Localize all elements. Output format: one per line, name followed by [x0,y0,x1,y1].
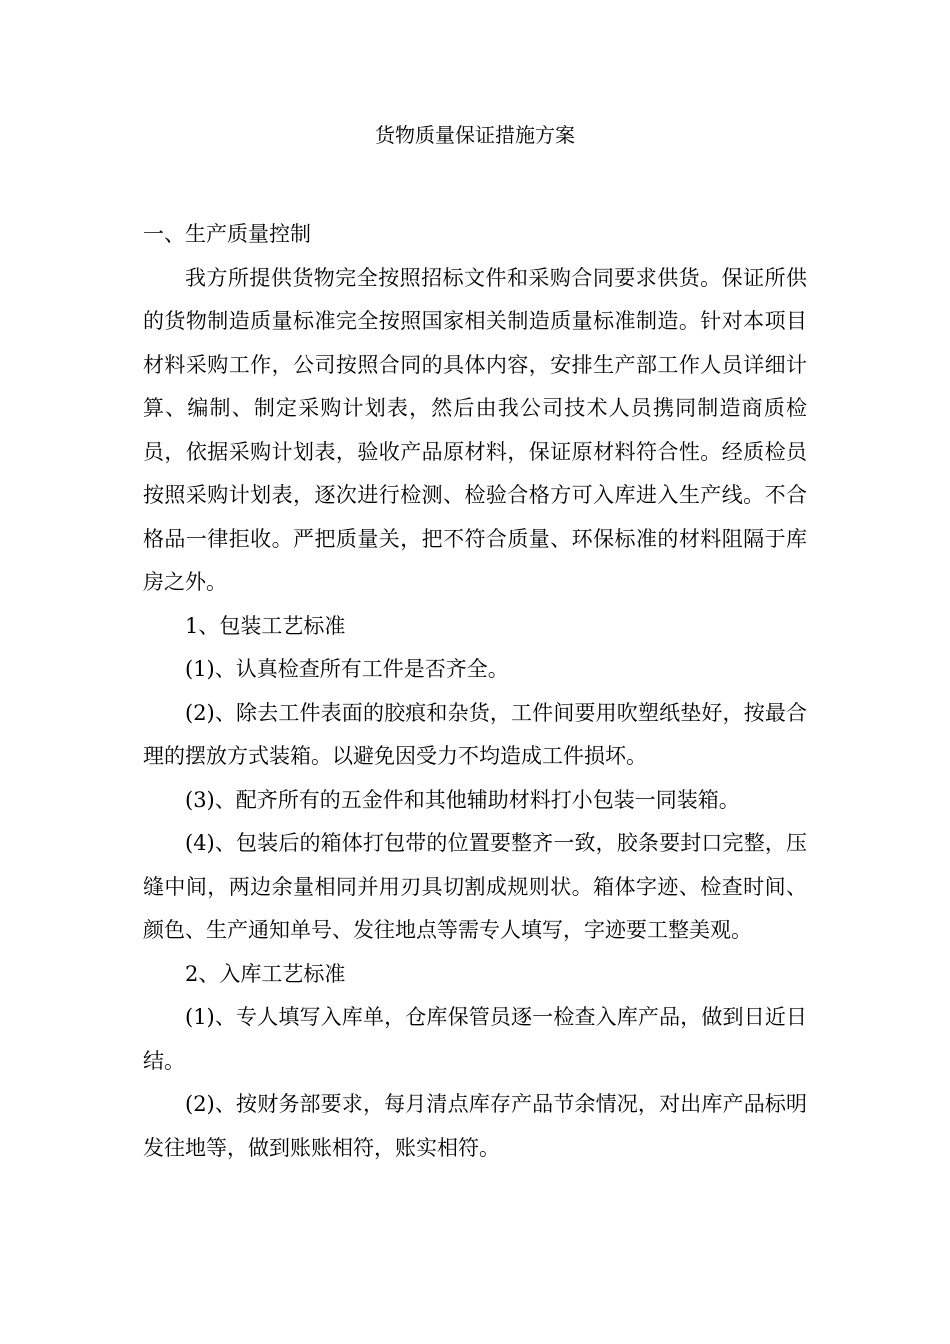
packaging-item-4: (4)、包装后的箱体打包带的位置要整齐一致，胶条要封口完整，压缝中间，两边余量相同并用刃具切割成规则状。箱体字迹、检查时间、颜色、生产通知单号、发往地点等需专人填写，字迹要工整美观。 [143,831,807,942]
document-body [143,213,807,1170]
packaging-item-3: (3)、配齐所有的五金件和其他辅助材料打小包装一同装箱。 [185,787,740,812]
section-heading-production-quality: 一、生产质量控制 [143,222,311,246]
document-title: 货物质量保证措施方案 [375,123,575,147]
subheading-warehousing-standard: 2、入库工艺标准 [185,961,346,986]
warehousing-item-1: (1)、专人填写入库单，仓库保管员逐一检查入库产品，做到日近日结。 [143,1005,807,1073]
packaging-item-2: (2)、除去工件表面的胶痕和杂货，工件间要用吹塑纸垫好，按最合理的摆放方式装箱。以避免因受力不均造成工件损坏。 [143,700,807,768]
packaging-item-1: (1)、认真检查所有工件是否齐全。 [185,657,509,681]
warehousing-item-2: (2)、按财务部要求，每月清点库存产品节余情况，对出库产品标明发往地等，做到账账相符，账实相符。 [143,1092,807,1160]
subheading-packaging-standard: 1、包装工艺标准 [185,613,346,638]
paragraph-intro: 我方所提供货物完全按照招标文件和采购合同要求供货。保证所供的货物制造质量标准完全按照国家相关制造质量标准制造。针对本项目材料采购工作，公司按照合同的具体内容，安排生产部工作人员详细计算、编制、制定采购计划表，然后由我公司技术人员携同制造商质检员，依据采购计划表，验收产品原材料，保证原材料符合性。经质检员按照采购计划表，逐次进行检测、检验合格方可入库进入生产线。不合格品一律拒收。严把质量关，把不符合质量、环保标准的材料阻隔于库房之外。 [143,265,807,594]
